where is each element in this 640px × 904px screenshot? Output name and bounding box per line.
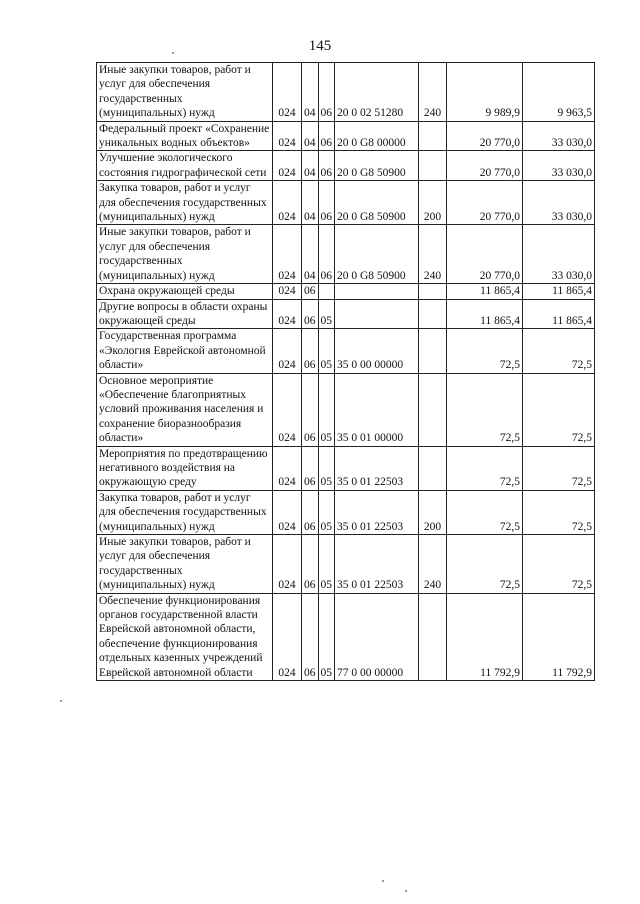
cell-rz: 06 — [302, 593, 319, 680]
cell-y1: 72,5 — [447, 329, 523, 373]
cell-adm: 024 — [273, 446, 302, 490]
cell-adm: 024 — [273, 535, 302, 594]
table-row — [97, 284, 595, 299]
cell-name: Иные закупки товаров, работ и услуг для обеспечения государственных (муниципальных) нужд — [97, 63, 273, 122]
cell-adm: 024 — [273, 63, 302, 122]
cell-y2: 9 963,5 — [523, 63, 595, 122]
cell-y1: 20 770,0 — [447, 225, 523, 284]
cell-rz: 06 — [302, 490, 319, 534]
cell-name: Другие вопросы в области охраны окружающей среды — [97, 299, 273, 329]
cell-rz: 06 — [302, 329, 319, 373]
cell-pr: 05 — [318, 490, 335, 534]
cell-y2: 33 030,0 — [523, 181, 595, 225]
cell-y1: 11 865,4 — [447, 284, 523, 299]
cell-adm: 024 — [273, 121, 302, 151]
cell-rz: 06 — [302, 446, 319, 490]
cell-rz: 06 — [302, 373, 319, 446]
cell-vr: 240 — [419, 63, 447, 122]
cell-vr — [419, 121, 447, 151]
cell-rz: 04 — [302, 63, 319, 122]
table-row — [97, 63, 595, 122]
cell-csr: 20 0 G8 00000 — [335, 121, 419, 151]
cell-vr: 200 — [419, 490, 447, 534]
cell-csr: 20 0 G8 50900 — [335, 151, 419, 181]
table-row — [97, 373, 595, 446]
cell-adm: 024 — [273, 299, 302, 329]
cell-y2: 33 030,0 — [523, 151, 595, 181]
cell-adm: 024 — [273, 490, 302, 534]
cell-name: Иные закупки товаров, работ и услуг для обеспечения государственных (муниципальных) нужд — [97, 225, 273, 284]
cell-csr: 35 0 00 00000 — [335, 329, 419, 373]
cell-pr: 05 — [318, 329, 335, 373]
cell-rz: 06 — [302, 299, 319, 329]
cell-y1: 20 770,0 — [447, 121, 523, 151]
cell-name: Охрана окружающей среды — [97, 284, 273, 299]
cell-y1: 11 792,9 — [447, 593, 523, 680]
cell-y1: 72,5 — [447, 446, 523, 490]
cell-csr: 20 0 02 51280 — [335, 63, 419, 122]
cell-y2: 72,5 — [523, 373, 595, 446]
cell-csr: 35 0 01 00000 — [335, 373, 419, 446]
cell-csr: 77 0 00 00000 — [335, 593, 419, 680]
cell-vr — [419, 329, 447, 373]
cell-adm: 024 — [273, 373, 302, 446]
cell-vr — [419, 373, 447, 446]
cell-csr: 35 0 01 22503 — [335, 535, 419, 594]
cell-y2: 11 865,4 — [523, 284, 595, 299]
cell-name: Мероприятия по предотвращению негативного воздействия на окружающую среду — [97, 446, 273, 490]
cell-rz: 06 — [302, 535, 319, 594]
cell-vr — [419, 284, 447, 299]
cell-name: Обеспечение функционирования органов государственной власти Еврейской автономной области, обеспечение функционирования отдельных казенных учреждений Еврейской автономной области — [97, 593, 273, 680]
table-row — [97, 121, 595, 151]
cell-vr: 200 — [419, 181, 447, 225]
cell-adm: 024 — [273, 593, 302, 680]
cell-pr: 05 — [318, 593, 335, 680]
cell-adm: 024 — [273, 151, 302, 181]
cell-y1: 72,5 — [447, 490, 523, 534]
cell-csr — [335, 299, 419, 329]
cell-y2: 72,5 — [523, 490, 595, 534]
cell-y1: 9 989,9 — [447, 63, 523, 122]
cell-pr: 05 — [318, 373, 335, 446]
cell-y1: 72,5 — [447, 373, 523, 446]
cell-vr — [419, 299, 447, 329]
cell-pr: 05 — [318, 535, 335, 594]
cell-y1: 20 770,0 — [447, 181, 523, 225]
cell-adm: 024 — [273, 181, 302, 225]
cell-name: Государственная программа «Экология Еврейской автономной области» — [97, 329, 273, 373]
cell-y1: 11 865,4 — [447, 299, 523, 329]
cell-adm: 024 — [273, 329, 302, 373]
cell-csr: 35 0 01 22503 — [335, 490, 419, 534]
cell-rz: 04 — [302, 151, 319, 181]
cell-pr: 06 — [318, 225, 335, 284]
cell-pr: 06 — [318, 121, 335, 151]
table-row — [97, 299, 595, 329]
cell-vr — [419, 446, 447, 490]
cell-rz: 04 — [302, 121, 319, 151]
cell-vr: 240 — [419, 225, 447, 284]
table-row — [97, 535, 595, 594]
table-row — [97, 225, 595, 284]
cell-csr: 20 0 G8 50900 — [335, 181, 419, 225]
cell-csr: 20 0 G8 50900 — [335, 225, 419, 284]
scan-speck — [60, 700, 62, 702]
scan-speck — [405, 890, 407, 892]
scan-speck — [172, 52, 174, 54]
cell-y2: 11 792,9 — [523, 593, 595, 680]
cell-pr: 06 — [318, 63, 335, 122]
cell-pr: 06 — [318, 151, 335, 181]
cell-name: Закупка товаров, работ и услуг для обеспечения государственных (муниципальных) нужд — [97, 490, 273, 534]
cell-adm: 024 — [273, 225, 302, 284]
cell-csr: 35 0 01 22503 — [335, 446, 419, 490]
cell-y2: 33 030,0 — [523, 225, 595, 284]
cell-rz: 04 — [302, 225, 319, 284]
cell-y2: 72,5 — [523, 329, 595, 373]
table-row — [97, 490, 595, 534]
scan-speck — [382, 880, 384, 882]
cell-name: Основное мероприятие «Обеспечение благоприятных условий проживания населения и сохранение биоразнообразия области» — [97, 373, 273, 446]
cell-y1: 72,5 — [447, 535, 523, 594]
cell-y2: 72,5 — [523, 446, 595, 490]
cell-vr — [419, 593, 447, 680]
budget-table-body — [97, 63, 595, 681]
cell-y2: 72,5 — [523, 535, 595, 594]
cell-pr: 05 — [318, 446, 335, 490]
page-number: 145 — [308, 38, 332, 54]
cell-vr: 240 — [419, 535, 447, 594]
cell-rz: 06 — [302, 284, 319, 299]
budget-table — [96, 62, 595, 681]
cell-y1: 20 770,0 — [447, 151, 523, 181]
cell-adm: 024 — [273, 284, 302, 299]
cell-pr: 05 — [318, 299, 335, 329]
cell-name: Закупка товаров, работ и услуг для обеспечения государственных (муниципальных) нужд — [97, 181, 273, 225]
table-row — [97, 593, 595, 680]
cell-y2: 33 030,0 — [523, 121, 595, 151]
cell-rz: 04 — [302, 181, 319, 225]
cell-name: Федеральный проект «Сохранение уникальных водных объектов» — [97, 121, 273, 151]
cell-pr: 06 — [318, 181, 335, 225]
cell-vr — [419, 151, 447, 181]
table-row — [97, 151, 595, 181]
cell-y2: 11 865,4 — [523, 299, 595, 329]
cell-pr — [318, 284, 335, 299]
cell-name: Иные закупки товаров, работ и услуг для обеспечения государственных (муниципальных) нужд — [97, 535, 273, 594]
cell-name: Улучшение экологического состояния гидрографической сети — [97, 151, 273, 181]
table-row — [97, 446, 595, 490]
table-row — [97, 329, 595, 373]
cell-csr — [335, 284, 419, 299]
table-row — [97, 181, 595, 225]
